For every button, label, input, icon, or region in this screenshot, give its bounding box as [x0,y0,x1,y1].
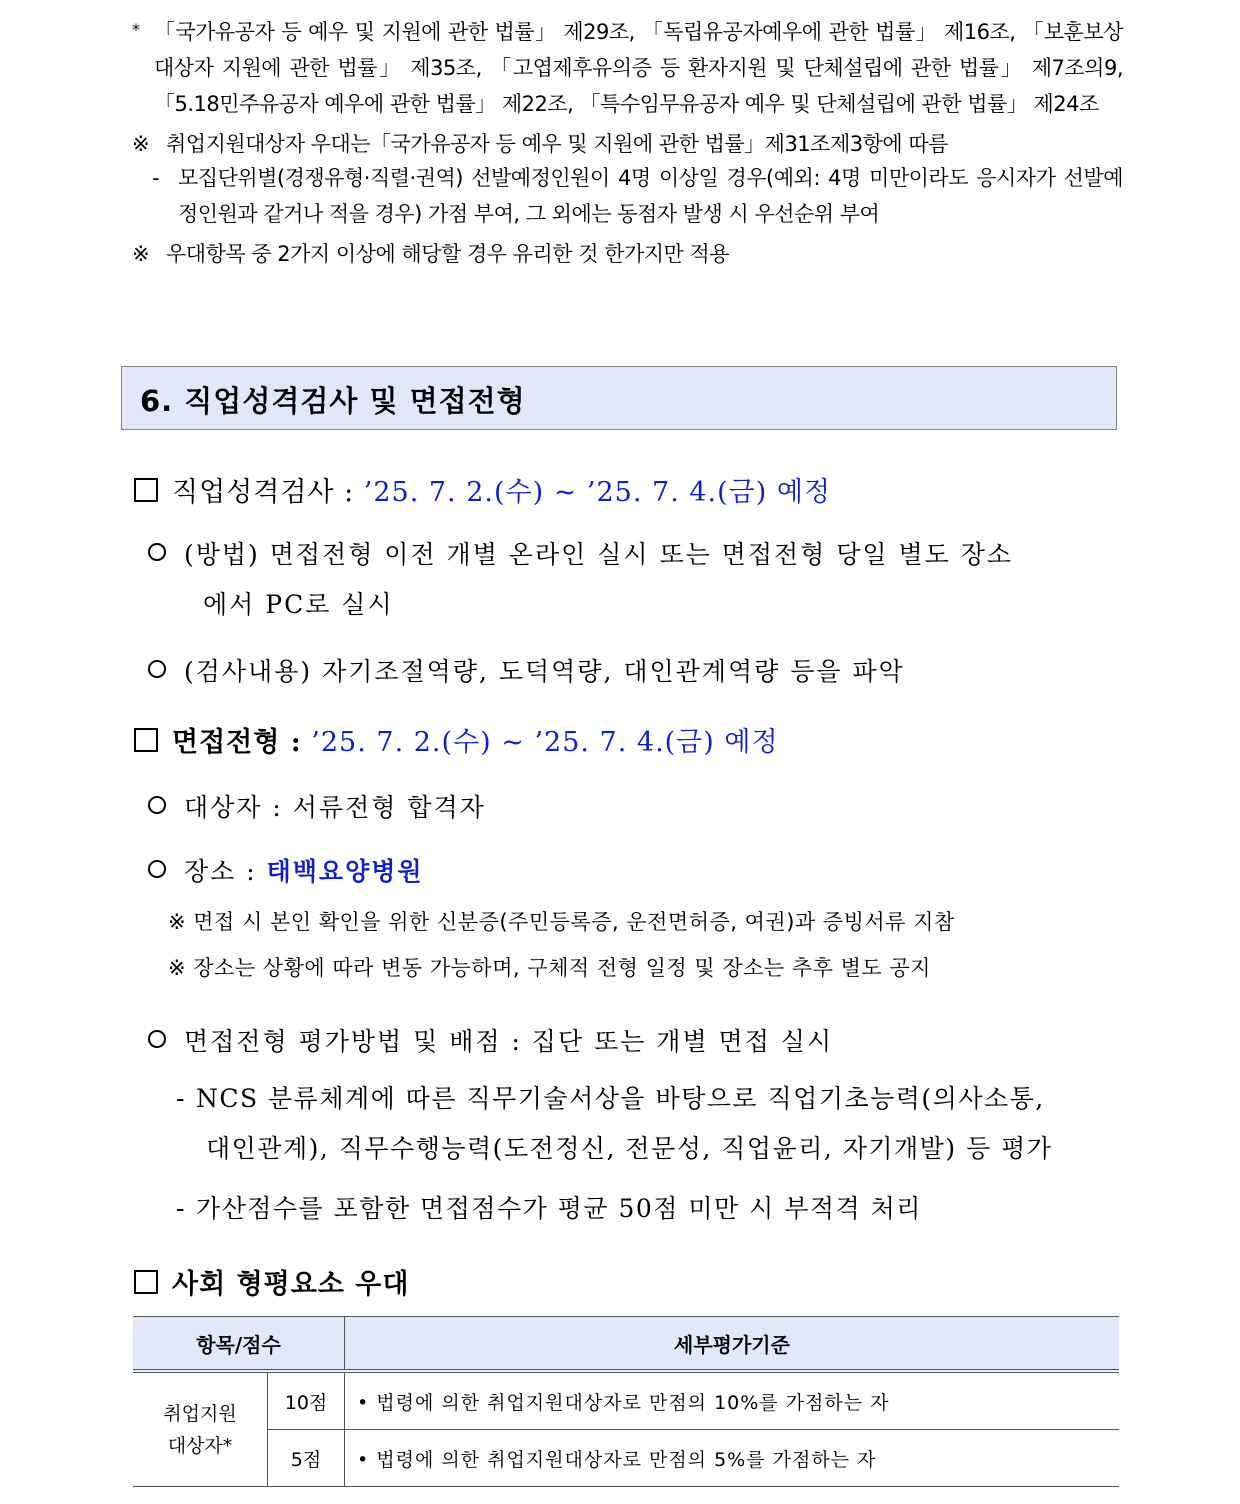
law-reference-text: 「국가유공자 등 예우 및 지원에 관한 법률」 제29조, 「독립유공자예우에 관한 법률」 제16조, 「보훈보상대상자 지원에 관한 법률」 제35조, 「고엽제후유의증 등 환자지원 및 단체설립에 관한 법률」 제7조의9, 「5.18민주유공자 예우에 관한 법률」 제22조, 「특수임무유공자 예우 및 단체설립에 관한 법률」 제24조 [154,20,1123,116]
preference-notes [128,14,1123,272]
interview-method [148,1022,833,1058]
interview-target [148,788,486,824]
circle-bullet-icon [148,860,166,878]
square-bullet-icon [134,478,158,502]
personality-test-heading [134,470,831,509]
interview-place [148,852,424,888]
interview-note-schedule: ※ 장소는 상황에 따라 변동 가능하며, 구체적 전형 일정 및 장소는 추후 별도 공지 [168,956,931,980]
heading-label: 직업성격검사 : [172,477,355,508]
circle-bullet-icon [148,796,166,814]
heading-label: 면접전형 : [172,727,302,758]
interview-detail-cutoff [176,1184,1124,1234]
heading-label: 사회 형평요소 우대 [172,1269,410,1300]
criteria-cell: • 법령에 의한 취업지원대상자로 만점의 5%를 가점하는 자 [345,1430,1120,1487]
criteria-cell: • 법령에 의한 취업지원대상자로 만점의 10%를 가점하는 자 [345,1371,1120,1430]
sub-note-text: 모집단위별(경쟁유형·직렬·권역) 선발예정인원이 4명 이상일 경우(예외: 4명 미만이라도 응시자가 선발예정인원과 같거나 적을 경우) 가점 부여, 그 외에는 동점자 발생 시 우선순위 부여 [178,166,1123,226]
section-title: 6. 직업성격검사 및 면접전형 [140,384,526,418]
category-line-1: 취업지원 [163,1402,237,1425]
interview-schedule: ’25. 7. 2.(수) ~ ’25. 7. 4.(금) 예정 [311,727,779,758]
category-line-2: 대상자* [167,1434,233,1457]
table-header-row [133,1317,1119,1372]
method-line-2: 에서 PC로 실시 [203,590,394,619]
points-cell: 10점 [268,1371,345,1430]
circle-bullet-icon [148,543,166,561]
asterisk-mark: * [132,20,140,39]
interview-heading [134,720,779,759]
square-bullet-icon [134,728,158,752]
category-cell [133,1371,268,1487]
column-header-item: 항목/점수 [133,1317,345,1372]
target-text: 대상자 : 서류전형 합격자 [184,793,486,822]
method-text: 면접전형 평가방법 및 배점 : 집단 또는 개별 면접 실시 [184,1027,834,1056]
circle-bullet-icon [148,660,166,678]
column-header-criteria: 세부평가기준 [345,1317,1120,1372]
square-bullet-icon [134,1270,158,1294]
method-line-1: (방법) 면접전형 이전 개별 온라인 실시 또는 면접전형 당일 별도 장소 [184,540,1014,569]
dash-mark: - [152,166,160,190]
content-text: (검사내용) 자기조절역량, 도덕역량, 대인관계역량 등을 파악 [184,657,905,686]
table-row [133,1371,1119,1430]
place-label: 장소 : [184,857,257,886]
reference-mark: ※ [132,132,150,156]
note-employment-support [128,126,1123,162]
interview-detail-ncs [176,1074,1124,1174]
note-single-preference [128,236,1123,272]
circle-bullet-icon [148,1030,166,1048]
personality-test-content [148,652,905,688]
detail-line-2: 대인관계), 직무수행능력(도전정신, 전문성, 직업윤리, 자기개발) 등 평가 [206,1134,1053,1163]
personality-test-schedule: ’25. 7. 2.(수) ~ ’25. 7. 4.(금) 예정 [363,477,832,508]
personality-test-method [148,530,1123,630]
sub-note-bonus [128,160,1123,232]
note-text: 취업지원대상자 우대는「국가유공자 등 예우 및 지원에 관한 법률」제31조제3항에 따름 [166,132,948,156]
law-reference [128,14,1123,122]
table-row [133,1430,1119,1487]
points-cell: 5점 [268,1430,345,1487]
reference-mark: ※ [132,242,150,266]
interview-note-id: ※ 면접 시 본인 확인을 위한 신분증(주민등록증, 운전면허증, 여권)과 증빙서류 지참 [168,910,955,934]
note-text: 우대항목 중 2가지 이상에 해당할 경우 유리한 것 한가지만 적용 [166,242,730,266]
detail-line-1: NCS 분류체계에 따른 직무기술서상을 바탕으로 직업기초능력(의사소통, [195,1084,1045,1113]
place-value: 태백요양병원 [266,857,424,886]
cutoff-text: 가산점수를 포함한 면접점수가 평균 50점 미만 시 부적격 처리 [195,1194,922,1223]
social-equity-table [133,1316,1119,1487]
section-banner [121,366,1117,430]
dash-mark: - [176,1194,186,1223]
dash-mark: - [176,1084,186,1113]
social-equity-heading [134,1262,409,1301]
